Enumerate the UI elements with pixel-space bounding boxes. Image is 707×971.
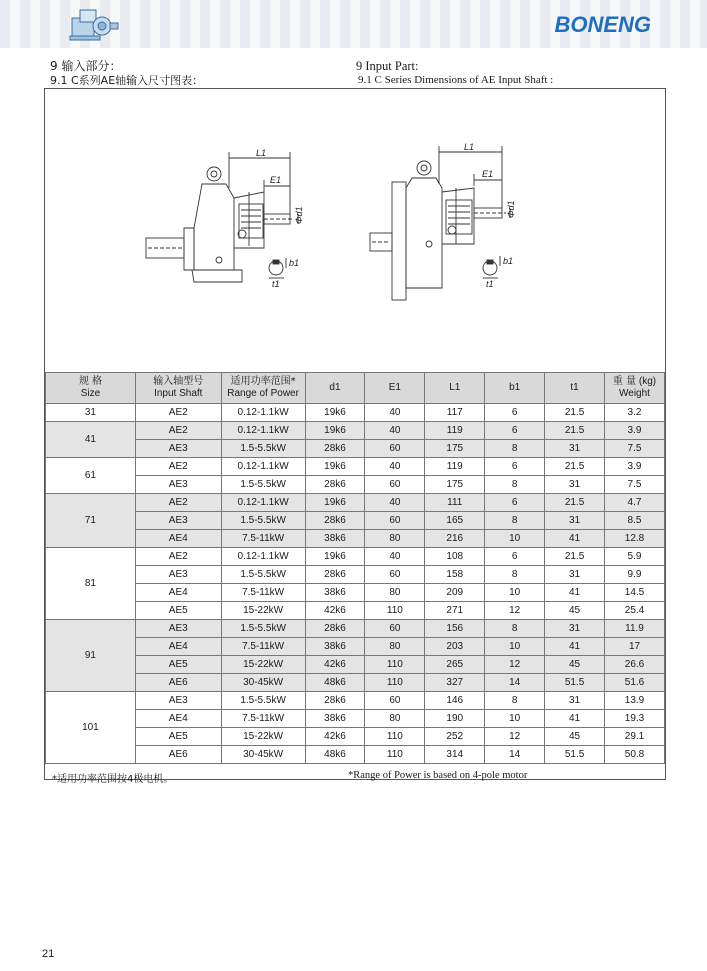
cell-e1: 110 (365, 656, 425, 674)
cell-shaft: AE3 (135, 620, 221, 638)
table-row (46, 548, 665, 566)
col-header-shaft-en: Input Shaft (154, 388, 203, 399)
cell-size: 41 (46, 422, 136, 458)
cell-power: 1.5-5.5kW (221, 692, 305, 710)
col-header-shaft (135, 373, 221, 404)
cell-e1: 110 (365, 746, 425, 764)
cell-d1: 28k6 (305, 692, 365, 710)
dim-label-l1-right: L1 (464, 142, 475, 152)
cell-e1: 40 (365, 422, 425, 440)
cell-t1: 31 (545, 566, 605, 584)
col-header-weight-cn: 重 量 (612, 376, 637, 387)
table-row (46, 458, 665, 476)
dim-label-b1-left: b1 (289, 258, 300, 268)
gearbox-logo-icon (68, 4, 120, 44)
cell-t1: 21.5 (545, 548, 605, 566)
dimension-table (45, 372, 665, 764)
cell-power: 7.5-11kW (221, 710, 305, 728)
cell-b1: 6 (485, 494, 545, 512)
col-header-size-en: Size (80, 388, 101, 399)
cell-weight: 51.6 (605, 674, 665, 692)
table-row (46, 512, 665, 530)
cell-weight: 7.5 (605, 440, 665, 458)
cell-shaft: AE2 (135, 404, 221, 422)
cell-shaft: AE6 (135, 746, 221, 764)
cell-shaft: AE4 (135, 638, 221, 656)
cell-e1: 40 (365, 548, 425, 566)
table-row (46, 422, 665, 440)
cell-l1: 175 (425, 476, 485, 494)
cell-e1: 40 (365, 404, 425, 422)
cell-e1: 80 (365, 710, 425, 728)
col-header-size (46, 373, 136, 404)
cell-t1: 21.5 (545, 404, 605, 422)
table-row (46, 692, 665, 710)
cell-power: 1.5-5.5kW (221, 620, 305, 638)
dim-label-t1-left: t1 (272, 279, 280, 289)
table-header-row (46, 373, 665, 404)
cell-t1: 31 (545, 512, 605, 530)
cell-t1: 51.5 (545, 746, 605, 764)
cell-l1: 209 (425, 584, 485, 602)
cell-shaft: AE2 (135, 548, 221, 566)
cell-b1: 8 (485, 566, 545, 584)
cell-l1: 108 (425, 548, 485, 566)
page-number: 21 (42, 948, 55, 960)
cell-power: 1.5-5.5kW (221, 566, 305, 584)
cell-size: 81 (46, 548, 136, 620)
cell-weight: 9.9 (605, 566, 665, 584)
section-title-en: 9 Input Part: (356, 59, 419, 73)
cell-e1: 110 (365, 674, 425, 692)
cell-b1: 10 (485, 530, 545, 548)
col-header-weight-unit: (kg) (638, 376, 657, 387)
cell-d1: 38k6 (305, 710, 365, 728)
cell-d1: 19k6 (305, 494, 365, 512)
cell-b1: 8 (485, 440, 545, 458)
cell-shaft: AE3 (135, 440, 221, 458)
cell-d1: 38k6 (305, 638, 365, 656)
table-row (46, 602, 665, 620)
dim-label-e1-right: E1 (482, 169, 494, 179)
cell-e1: 40 (365, 494, 425, 512)
cell-b1: 14 (485, 746, 545, 764)
cell-power: 15-22kW (221, 728, 305, 746)
cell-power: 15-22kW (221, 602, 305, 620)
cell-size: 101 (46, 692, 136, 764)
cell-power: 0.12-1.1kW (221, 422, 305, 440)
cell-b1: 10 (485, 584, 545, 602)
cell-weight: 5.9 (605, 548, 665, 566)
cell-b1: 12 (485, 602, 545, 620)
cell-d1: 28k6 (305, 512, 365, 530)
cell-size: 71 (46, 494, 136, 548)
cell-d1: 19k6 (305, 458, 365, 476)
cell-weight: 14.5 (605, 584, 665, 602)
cell-d1: 28k6 (305, 620, 365, 638)
cell-e1: 60 (365, 476, 425, 494)
cell-d1: 28k6 (305, 476, 365, 494)
cell-l1: 119 (425, 422, 485, 440)
cell-d1: 38k6 (305, 530, 365, 548)
cell-shaft: AE3 (135, 692, 221, 710)
cell-b1: 8 (485, 692, 545, 710)
cell-l1: 158 (425, 566, 485, 584)
page-header (0, 0, 707, 48)
cell-power: 0.12-1.1kW (221, 458, 305, 476)
section-subtitle-en: 9.1 C Series Dimensions of AE Input Shaft : (358, 74, 554, 86)
cell-t1: 31 (545, 476, 605, 494)
cell-shaft: AE4 (135, 710, 221, 728)
col-header-weight (605, 373, 665, 404)
cell-power: 15-22kW (221, 656, 305, 674)
table-row (46, 476, 665, 494)
cell-t1: 51.5 (545, 674, 605, 692)
table-row (46, 620, 665, 638)
cell-e1: 110 (365, 728, 425, 746)
cell-d1: 19k6 (305, 422, 365, 440)
cell-t1: 41 (545, 530, 605, 548)
table-row (46, 746, 665, 764)
cell-l1: 175 (425, 440, 485, 458)
col-header-d1: d1 (305, 373, 365, 404)
cell-t1: 31 (545, 620, 605, 638)
cell-e1: 80 (365, 584, 425, 602)
cell-power: 7.5-11kW (221, 530, 305, 548)
table-row (46, 440, 665, 458)
table-row (46, 584, 665, 602)
cell-l1: 252 (425, 728, 485, 746)
cell-l1: 119 (425, 458, 485, 476)
cell-weight: 3.9 (605, 458, 665, 476)
cell-l1: 165 (425, 512, 485, 530)
cell-b1: 6 (485, 422, 545, 440)
cell-size: 31 (46, 404, 136, 422)
footnote-en: *Range of Power is based on 4-pole motor (348, 770, 528, 781)
cell-shaft: AE4 (135, 584, 221, 602)
cell-t1: 45 (545, 602, 605, 620)
cell-shaft: AE3 (135, 476, 221, 494)
gear-unit-foot-mount-drawing (146, 152, 298, 282)
cell-e1: 40 (365, 458, 425, 476)
cell-power: 7.5-11kW (221, 638, 305, 656)
dim-label-d1-left: Φd1 (294, 206, 304, 224)
cell-b1: 14 (485, 674, 545, 692)
col-header-l1: L1 (425, 373, 485, 404)
cell-shaft: AE2 (135, 494, 221, 512)
col-header-shaft-cn: 输入轴型号 (153, 376, 204, 387)
cell-l1: 117 (425, 404, 485, 422)
cell-weight: 8.5 (605, 512, 665, 530)
col-header-power-en: Range of Power (227, 388, 299, 399)
cell-weight: 26.6 (605, 656, 665, 674)
cell-weight: 3.2 (605, 404, 665, 422)
cell-t1: 21.5 (545, 494, 605, 512)
cell-weight: 4.7 (605, 494, 665, 512)
cell-weight: 50.8 (605, 746, 665, 764)
cell-d1: 28k6 (305, 440, 365, 458)
cell-t1: 21.5 (545, 422, 605, 440)
cell-d1: 19k6 (305, 404, 365, 422)
cell-d1: 19k6 (305, 548, 365, 566)
cell-shaft: AE2 (135, 458, 221, 476)
table-row (46, 494, 665, 512)
table-row (46, 404, 665, 422)
dim-label-b1-right: b1 (503, 256, 514, 266)
cell-power: 7.5-11kW (221, 584, 305, 602)
table-body (46, 404, 665, 764)
cell-l1: 327 (425, 674, 485, 692)
cell-size: 61 (46, 458, 136, 494)
table-row (46, 656, 665, 674)
dimension-drawing (44, 88, 664, 372)
cell-t1: 45 (545, 728, 605, 746)
cell-weight: 13.9 (605, 692, 665, 710)
cell-e1: 80 (365, 638, 425, 656)
cell-shaft: AE3 (135, 566, 221, 584)
dim-label-t1-right: t1 (486, 279, 494, 289)
cell-d1: 42k6 (305, 656, 365, 674)
col-header-power (221, 373, 305, 404)
cell-t1: 45 (545, 656, 605, 674)
cell-weight: 11.9 (605, 620, 665, 638)
col-header-e1: E1 (365, 373, 425, 404)
cell-e1: 60 (365, 566, 425, 584)
cell-b1: 12 (485, 728, 545, 746)
cell-b1: 6 (485, 404, 545, 422)
cell-l1: 216 (425, 530, 485, 548)
table-row (46, 674, 665, 692)
section-title-cn: 9 输入部分： (50, 59, 122, 73)
cell-power: 1.5-5.5kW (221, 512, 305, 530)
cell-shaft: AE3 (135, 512, 221, 530)
cell-e1: 60 (365, 512, 425, 530)
cell-t1: 41 (545, 710, 605, 728)
cell-power: 30-45kW (221, 674, 305, 692)
table-row (46, 728, 665, 746)
table-row (46, 566, 665, 584)
dim-label-d1-right: Φd1 (506, 200, 516, 218)
cell-d1: 48k6 (305, 746, 365, 764)
col-header-size-cn: 规 格 (78, 376, 102, 387)
table-row (46, 710, 665, 728)
cell-weight: 29.1 (605, 728, 665, 746)
cell-shaft: AE2 (135, 422, 221, 440)
cell-shaft: AE4 (135, 530, 221, 548)
cell-d1: 38k6 (305, 584, 365, 602)
cell-e1: 60 (365, 620, 425, 638)
cell-l1: 314 (425, 746, 485, 764)
cell-d1: 48k6 (305, 674, 365, 692)
cell-e1: 110 (365, 602, 425, 620)
cell-b1: 10 (485, 638, 545, 656)
cell-size: 91 (46, 620, 136, 692)
cell-b1: 12 (485, 656, 545, 674)
cell-b1: 6 (485, 548, 545, 566)
cell-power: 30-45kW (221, 746, 305, 764)
cell-shaft: AE5 (135, 656, 221, 674)
cell-weight: 3.9 (605, 422, 665, 440)
cell-weight: 25.4 (605, 602, 665, 620)
cell-l1: 111 (425, 494, 485, 512)
col-header-power-cn: 适用功率范围* (230, 376, 296, 387)
col-header-b1: b1 (485, 373, 545, 404)
cell-shaft: AE5 (135, 602, 221, 620)
cell-power: 0.12-1.1kW (221, 548, 305, 566)
cell-t1: 41 (545, 638, 605, 656)
cell-l1: 146 (425, 692, 485, 710)
cell-b1: 8 (485, 476, 545, 494)
cell-l1: 190 (425, 710, 485, 728)
dim-label-e1-left: E1 (270, 175, 282, 185)
cell-e1: 60 (365, 692, 425, 710)
cell-t1: 21.5 (545, 458, 605, 476)
cell-weight: 17 (605, 638, 665, 656)
cell-power: 1.5-5.5kW (221, 440, 305, 458)
cell-d1: 28k6 (305, 566, 365, 584)
cell-weight: 7.5 (605, 476, 665, 494)
section-subtitle-cn: 9.1 C系列AE轴输入尺寸图表： (50, 74, 204, 87)
cell-l1: 265 (425, 656, 485, 674)
brand-logo: BONENG (554, 12, 651, 37)
cell-power: 0.12-1.1kW (221, 494, 305, 512)
col-header-t1: t1 (545, 373, 605, 404)
cell-e1: 60 (365, 440, 425, 458)
cell-l1: 156 (425, 620, 485, 638)
cell-t1: 41 (545, 584, 605, 602)
cell-l1: 271 (425, 602, 485, 620)
cell-d1: 42k6 (305, 728, 365, 746)
cell-b1: 6 (485, 458, 545, 476)
cell-shaft: AE5 (135, 728, 221, 746)
table-row (46, 638, 665, 656)
cell-t1: 31 (545, 692, 605, 710)
cell-d1: 42k6 (305, 602, 365, 620)
dim-label-l1-left: L1 (256, 148, 267, 158)
footnote-cn: *适用功率范围按4极电机。 (52, 774, 174, 785)
cell-l1: 203 (425, 638, 485, 656)
table-row (46, 530, 665, 548)
cell-shaft: AE6 (135, 674, 221, 692)
cell-b1: 8 (485, 512, 545, 530)
cell-power: 1.5-5.5kW (221, 476, 305, 494)
cell-e1: 80 (365, 530, 425, 548)
cell-b1: 8 (485, 620, 545, 638)
cell-weight: 19.3 (605, 710, 665, 728)
cell-t1: 31 (545, 440, 605, 458)
cell-b1: 10 (485, 710, 545, 728)
cell-power: 0.12-1.1kW (221, 404, 305, 422)
col-header-weight-en: Weight (619, 388, 650, 399)
cell-weight: 12.8 (605, 530, 665, 548)
